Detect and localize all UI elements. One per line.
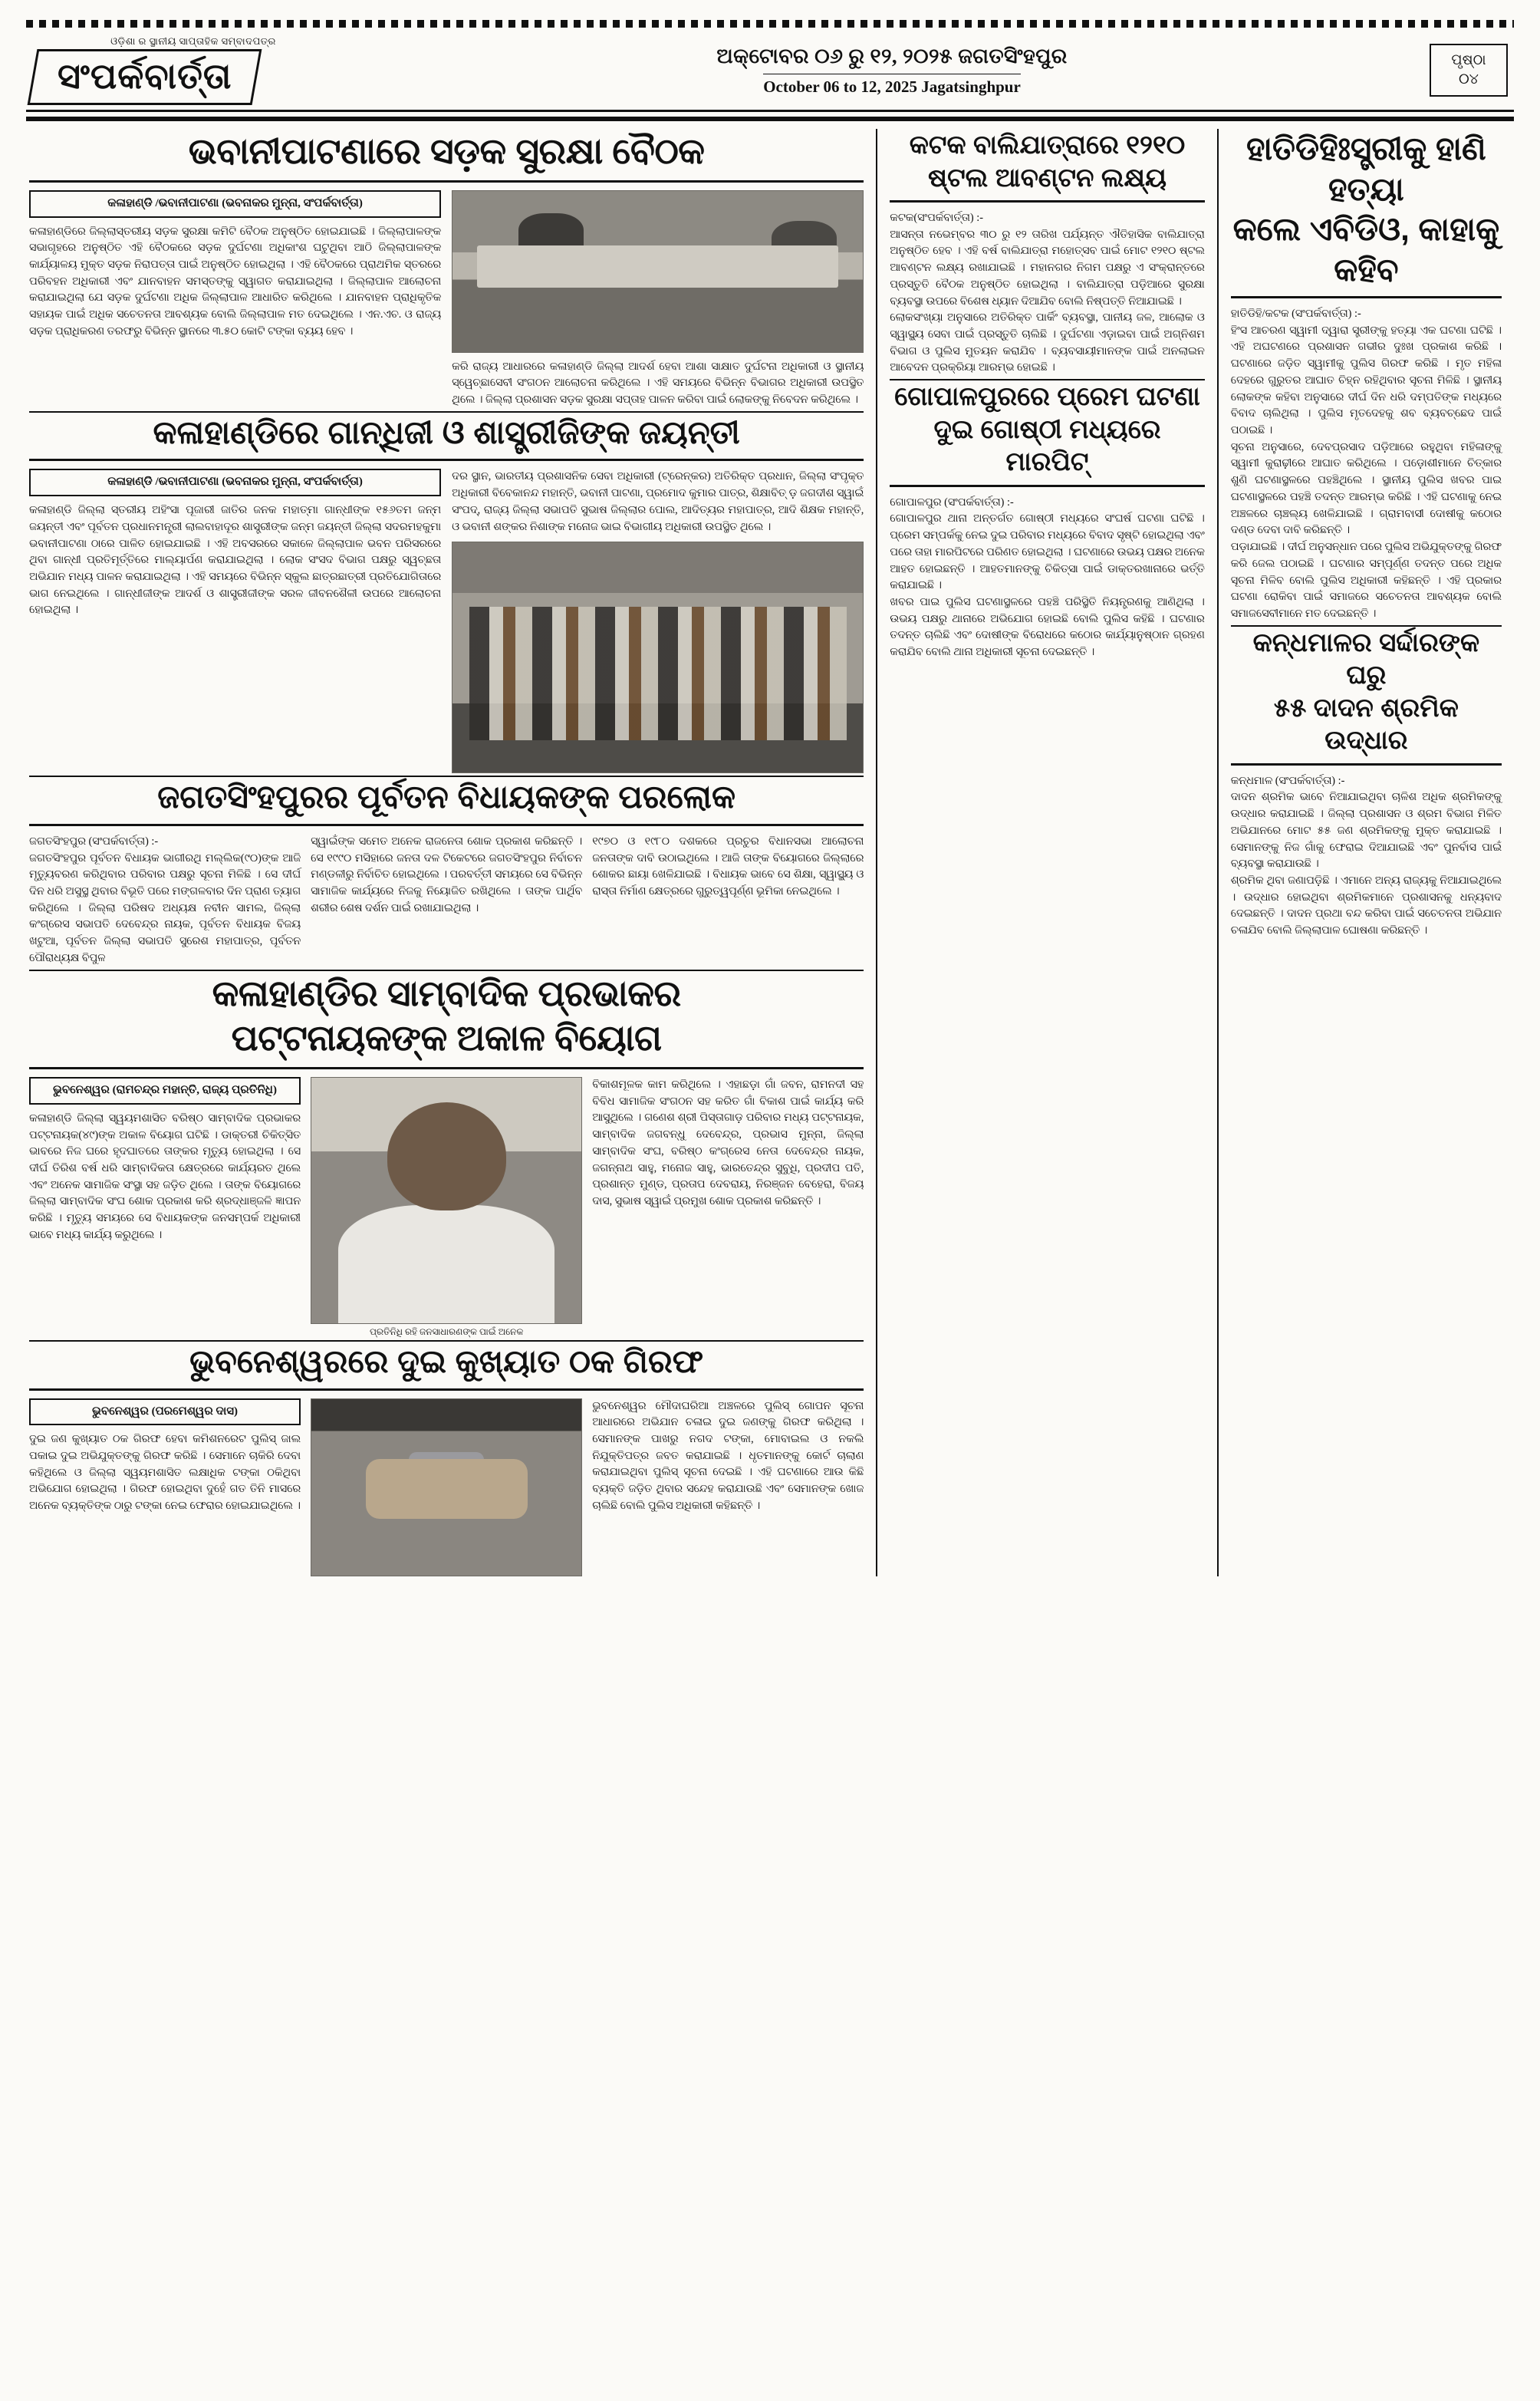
body-text-col2: ସୂଚନା ଅନୁସାରେ, ଦେବପ୍ରସାଦ ପଡ଼ିଆରେ ରହୁଥିବା ମହିଳାଙ୍କୁ ସ୍ୱାମୀ କୁରାଢ଼ୀରେ ଆଘାତ କରିଥିଲେ । ପଡ଼ୋଶୀମାନେ ଚିତ୍କାର ଶୁଣି ଘଟଣାସ୍ଥଳରେ ପହଞ୍ଚିଥିଲେ । ସ୍ଥାନୀୟ ପୁଲିସ ଖବର ପାଇ ଘଟଣାସ୍ଥଳରେ ପହଞ୍ଚି ତଦନ୍ତ ଆରମ୍ଭ କରିଛି । ଏହି ଘଟଣାକୁ ନେଇ ଅଞ୍ଚଳରେ ଚାଞ୍ଚଲ୍ୟ ଖେଳିଯାଇଛି । ଗ୍ରାମବାସୀ ଦୋଷୀକୁ କଠୋର ଦଣ୍ଡ ଦେବା ଦାବି କରିଛନ୍ତି । — [1230, 440, 1502, 537]
column-left — [26, 129, 877, 1576]
article-road-safety-meeting — [29, 129, 864, 409]
body-text-col1: ଗୋପାଳପୁର ଥାନା ଅନ୍ତର୍ଗତ ଗୋଷ୍ଠୀ ମଧ୍ୟରେ ସଂଘର୍ଷ ଘଟଣା ଘଟିଛି । ପ୍ରେମ ସମ୍ପର୍କକୁ ନେଇ ଦୁଇ ପରିବାର ମଧ୍ୟରେ ବିବାଦ ସୃଷ୍ଟି ହୋଇଥିଲା ଏବଂ ପରେ ତାହା ମାରପିଟରେ ପରିଣତ ହୋଇଥିଲା । ଘଟଣାରେ ଉଭୟ ପକ୍ଷର ଅନେକ ଆହତ ହୋଇଛନ୍ତି । ଆହତମାନଙ୍କୁ ଚିକିତ୍ସା ପାଇଁ ଡାକ୍ତରଖାନାରେ ଭର୍ତ୍ତି କରାଯାଇଛି । — [890, 512, 1205, 592]
date-english: October 06 to 12, 2025 Jagatsinghpur — [763, 74, 1021, 97]
body-text-col2: ଭୁବନେଶ୍ୱର ମୌଦାଘରିଆ ଅଞ୍ଚଳରେ ପୁଲିସ୍ ଗୋପନ ସୂଚନା ଆଧାରରେ ଅଭିଯାନ ଚଳାଇ ଦୁଇ ଜଣଙ୍କୁ ଗିରଫ କରିଥିଲା । ସେମାନଙ୍କ ପାଖରୁ ନଗଦ ଟଙ୍କା, ମୋବାଇଲ ଓ ନକଲି ନିଯୁକ୍ତିପତ୍ର ଜବତ କରାଯାଇଛି । ଧୃତମାନଙ୍କୁ କୋର୍ଟ ଚାଲାଣ କରାଯାଇଥିବା ପୁଲିସ୍ ସୂଚନା ଦେଇଛି । ଏହି ଘଟଣାରେ ଆଉ କିଛି ବ୍ୟକ୍ତି ଜଡ଼ିତ ଥିବାର ସନ୍ଦେହ କରାଯାଉଛି ଏବଂ ସେମାନଙ୍କ ଖୋଜ ଚାଲିଛି ବୋଲି ପୁଲିସ ଅଧିକାରୀ କହିଛନ୍ତି । — [592, 1399, 864, 1512]
headline-rule — [29, 824, 864, 826]
headline-line1: ଗୋପାଳପୁରରେ ପ୍ରେମ ଘଟଣା — [894, 382, 1200, 412]
headline-rule — [29, 1067, 864, 1069]
headline-rule — [1231, 763, 1502, 766]
top-ornament-rule — [26, 20, 1514, 28]
masthead-logo — [32, 35, 354, 105]
headline-line2: ପଟ୍ଟନାୟକଙ୍କ ଅକାଳ ବିୟୋଗ — [231, 1017, 662, 1059]
body-text-col1: ଜଗତସିଂହପୁର ପୂର୍ବତନ ବିଧାୟକ ଭାଗୀରଥି ମଲ୍ଲିକ(୯୦)ଙ୍କ ଆଜି ମୃତ୍ୟୁବରଣ କରିଥିବାର ପରିବାର ପକ୍ଷରୁ ସୂଚନା ମିଳିଛି । ସେ ଦୀର୍ଘ ଦିନ ଧରି ଅସୁସ୍ଥ ଥିବାର ବିଭୂତି ପରେ ମଙ୍ଗଳବାର ଦିନ ପ୍ରାଣ ତ୍ୟାଗ କରିଥିଲେ । ଜିଲ୍ଲା ପରିଷଦ ଅଧ୍ୟକ୍ଷ ନବୀନ ସାମଲ, ଜିଲ୍ଲା କଂଗ୍ରେସ ସଭାପତି ଦେବେନ୍ଦ୍ର ନାୟକ, ପୂର୍ବତନ ବିଧାୟକ ବିଜୟ ଖଟୁଆ, ପୂର୍ବତନ ଜିଲ୍ଲା ସଭାପତି ସୁରେଶ ମହାପାତ୍ର, ପୂର୍ବତନ ପୌରାଧ୍ୟକ୍ଷ ବିପୁଳ — [29, 851, 301, 964]
body-text-col3: ପଡ଼ାଯାଇଛି । ଦୀର୍ଘ ଅନୁସନ୍ଧାନ ପରେ ପୁଲିସ ଅଭିଯୁକ୍ତଙ୍କୁ ଗିରଫ କରି ଜେଲ ପଠାଇଛି । ଘଟଣାର ସମ୍ପୂର୍ଣ୍ଣ ତଦନ୍ତ ପରେ ଅଧିକ ସୂଚନା ମିଳିବ ବୋଲି ପୁଲିସ ଅଧିକାରୀ କହିଛନ୍ତି । ଏହି ପ୍ରକାର ଘଟଣା ରୋକିବା ପାଇଁ ସମାଜରେ ସଚେତନତା ଆବଶ୍ୟକ ବୋଲି ସମାଜସେବୀମାନେ ମତ ଦେଇଛନ୍ତି । — [1230, 541, 1502, 620]
body-text-col1: ଦାଦନ ଶ୍ରମିକ ଭାବେ ନିଆଯାଇଥିବା ଚାଳିଶ ଅଧିକ ଶ୍ରମିକଙ୍କୁ ଉଦ୍ଧାର କରାଯାଇଛି । ଜିଲ୍ଲା ପ୍ରଶାସନ ଓ ଶ୍ରମ ବିଭାଗ ମିଳିତ ଅଭିଯାନରେ ମୋଟ ୫୫ ଜଣ ଶ୍ରମିକଙ୍କୁ ମୁକ୍ତ କରାଯାଇଛି । ସେମାନଙ୍କୁ ନିଜ ଗାଁକୁ ଫେରାଇ ଦିଆଯାଇଛି ଏବଂ ପୁନର୍ବାସ ପାଇଁ ବ୍ୟବସ୍ଥା କରାଯାଉଛି । — [1230, 791, 1502, 871]
dateline: ଭୁବନେଶ୍ୱର (ପରମେଶ୍ୱର ଦାସ) — [29, 1398, 301, 1426]
masthead — [26, 28, 1514, 112]
headline-rule — [29, 180, 864, 183]
article-photo — [452, 190, 864, 353]
column-middle — [877, 129, 1219, 1576]
dateline: କନ୍ଧମାଳ (ସଂପର୍କବାର୍ତ୍ତା) :- — [1230, 774, 1345, 787]
dateline: କଳାହାଣ୍ଡି /ଭବାନୀପାଟଣା (ଭବନାକର ମୁନ୍ନା, ସଂପର୍କବାର୍ତ୍ତା) — [29, 469, 441, 496]
body-text-col1: କଳାହାଣ୍ଡି ଜିଲ୍ଲା ସ୍ୱୟମଶାସିତ ବରିଷ୍ଠ ସାମ୍ବାଦିକ ପ୍ରଭାକର ପଟ୍ଟନାୟକ(୪୯)ଙ୍କ ଅକାଳ ବିୟୋଗ ଘଟିଛି । ଡାକ୍ତରୀ ଚିକିତ୍ସିତ ଭାବରେ ନିଜ ଘରେ ହୃଦଘାତରେ ତାଙ୍କର ମୃତ୍ୟୁ ହୋଇଥିଲା । ସେ ଦୀର୍ଘ ତିରିଶ ବର୍ଷ ଧରି ସାମ୍ବାଦିକତା କ୍ଷେତ୍ରରେ କାର୍ଯ୍ୟରତ ଥିଲେ ଏବଂ ଅନେକ ସାମାଜିକ ସଂସ୍ଥା ସହ ଜଡ଼ିତ ଥିଲେ । ତାଙ୍କ ବିୟୋଗରେ ଜିଲ୍ଲା ସାମ୍ବାଦିକ ସଂଘ ଶୋକ ପ୍ରକାଶ କରି ଶ୍ରଦ୍ଧାଞ୍ଜଳି ଜ୍ଞାପନ କରିଛି । ମୃତ୍ୟୁ ସମୟରେ ସେ ବିଧାୟକଙ୍କ ଜନସମ୍ପର୍କ ଅଧିକାରୀ ଭାବେ ମଧ୍ୟ କାର୍ଯ୍ୟ କରୁଥିଲେ । — [29, 1112, 301, 1241]
body-text-col1: କଳାହାଣ୍ଡି ଜିଲ୍ଲା ସ୍ତରୀୟ ଅହିଂସା ପୂଜାରୀ ଜାତିର ଜନକ ମହାତ୍ମା ଗାନ୍ଧୀଙ୍କ ୧୫୬ତମ ଜନ୍ମ ଜୟନ୍ତୀ ଏବଂ ପୂର୍ବତନ ପ୍ରଧାନମନ୍ତ୍ରୀ ଲାଲବାହାଦୂର ଶାସ୍ତ୍ରୀଙ୍କ ଜନ୍ମ ଜୟନ୍ତୀ ଜିଲ୍ଲା ସଦରମହକୁମା ଭବାନୀପାଟଣା ଠାରେ ପାଳିତ ହୋଇଯାଇଛି । ଏହି ଅବସରରେ ସକାଳେ ଜିଲ୍ଲାପାଳ ଭବନ ପରିସରରେ ଥିବା ଗାନ୍ଧୀ ପ୍ରତିମୂର୍ତ୍ତିରେ ମାଲ୍ୟାର୍ପଣ କରାଯାଇଥିଲା । ଲୋକ ସଂସଦ ବିଭାଗ ପକ୍ଷରୁ ସ୍ୱଚ୍ଛତା ଅଭିଯାନ ମଧ୍ୟ ପାଳନ କରାଯାଇଥିଲା । ଏହି ସମୟରେ ବିଭିନ୍ନ ସ୍କୁଲ ଛାତ୍ରଛାତ୍ରୀ ପ୍ରତିଯୋଗିତାରେ ଭାଗ ନେଇଥିଲେ । ଗାନ୍ଧୀଜୀଙ୍କ ଆଦର୍ଶ ଓ ଶାସ୍ତ୍ରୀଜୀଙ୍କ ସରଳ ଜୀବନଶୈଳୀ ଉପରେ ଆଲୋଚନା ହୋଇଥିଲା । — [29, 504, 442, 617]
headline: ଜଗତସିଂହପୁରର ପୂର୍ବତନ ବିଧାୟକଙ୍କ ପରଲୋକ — [157, 779, 735, 815]
body-text-col3: ୧୯୭୦ ଓ ୧୯୮୦ ଦଶକରେ ପ୍ରଚୁର ବିଧାନସଭା ଆଲୋଚନା ଜନତାଙ୍କ ଦାବି ଉଠାଇଥିଲେ । ଆଜି ତାଙ୍କ ବିୟୋଗରେ ଜିଲ୍ଲାରେ ଶୋକର ଛାୟା ଖେଳିଯାଇଛି । ବିଧାୟକ ଭାବେ ସେ ଶିକ୍ଷା, ସ୍ୱାସ୍ଥ୍ୟ ଓ ରାସ୍ତା ନିର୍ମାଣ କ୍ଷେତ୍ରରେ ଗୁରୁତ୍ୱପୂର୍ଣ୍ଣ ଭୂମିକା ନେଇଥିଲେ । — [592, 835, 864, 897]
body-text-col1: ଆସନ୍ତା ନଭେମ୍ବର ୩୦ ରୁ ୧୨ ତାରିଖ ପର୍ଯ୍ୟନ୍ତ ଐତିହାସିକ ବାଲିଯାତ୍ରା ଅନୁଷ୍ଠିତ ହେବ । ଏହି ବର୍ଷ ବାଲିଯାତ୍ରା ମହୋତ୍ସବ ପାଇଁ ମୋଟ ୧୨୧୦ ଷ୍ଟଲ ଆବଣ୍ଟନ ଲକ୍ଷ୍ୟ ରଖାଯାଇଛି । ମହାନଗର ନିଗମ ପକ୍ଷରୁ ଏ ସଂକ୍ରାନ୍ତରେ ପ୍ରସ୍ତୁତି ବୈଠକ ଅନୁଷ୍ଠିତ ହୋଇଥିଲା । ବାଲିଯାତ୍ରା ପଡ଼ିଆରେ ସୁରକ୍ଷା ବ୍ୟବସ୍ଥା ଉପରେ ବିଶେଷ ଧ୍ୟାନ ଦିଆଯିବ ବୋଲି ନିଷ୍ପତ୍ତି ନିଆଯାଇଛି । — [890, 228, 1205, 308]
dateline: କଳାହାଣ୍ଡି /ଭବାନୀପାଟଣା (ଭବନାକର ମୁନ୍ନା, ସଂପର୍କବାର୍ତ୍ତା) — [29, 190, 441, 218]
article-wife-murder — [1231, 129, 1502, 623]
headline-rule — [29, 1388, 864, 1391]
body-text-col1: ଦୁଇ ଜଣ କୁଖ୍ୟାତ ଠକ ଗିରଫ ହେବା କମିଶନରେଟ ପୁଲିସ୍ ଜାଲ ପକାଇ ଦୁଇ ଅଭିଯୁକ୍ତଙ୍କୁ ଗିରଫ କରିଛି । ସେମାନେ ଚାକିରି ଦେବା କହିଥିଲେ ଓ ଜିଲ୍ଲା ସ୍ୱୟମଶାସିତ ଲକ୍ଷାଧିକ ଟଙ୍କା ଠକିଥିବା ଅଭିଯୋଗ ହୋଇଥିଲା । ଗିରଫ ହୋଇଥିବା ଦୁହେଁ ଗତ ତିନି ମାସରେ ଅନେକ ବ୍ୟକ୍ତିଙ୍କ ଠାରୁ ଟଙ୍କା ନେଇ ଫେରାର ହୋଇଯାଇଥିଲେ । — [29, 1433, 301, 1513]
masthead-dateline — [354, 44, 1430, 97]
article-photo — [311, 1077, 582, 1324]
headline-rule — [1231, 296, 1502, 298]
page-number: ୦୪ — [1459, 71, 1479, 87]
body-text-col1: କଳାହାଣ୍ଡିରେ ଜିଲ୍ଲାସ୍ତରୀୟ ସଡ଼କ ସୁରକ୍ଷା କମିଟି ବୈଠକ ଅନୁଷ୍ଠିତ ହୋଇଯାଇଛି । ଜିଲ୍ଲାପାଳଙ୍କ ସଭାଗୃହରେ ଅନୁଷ୍ଠିତ ଏହି ବୈଠକରେ ସଡ଼କ ଦୁର୍ଘଟଣା ଅଧିକାଂଶ ଘଟୁଥିବା ଆଠି ଜିଲ୍ଲାପାଳଙ୍କ କାର୍ଯ୍ୟାଳୟ ମୁକ୍ତ ସଡ଼କ ନିରାପତ୍ତା ପାଇଁ ଅନୁଷ୍ଠିତ ହୋଇଥିଲା । ଏହି ବୈଠକରେ ପ୍ରାଥମିକ ସ୍ତରରେ ପରିବହନ ଅଧିକାରୀ ଏବଂ ଯାନବାହନ ସମସ୍ତଙ୍କୁ ସ୍ୱାଗତ କରାଯାଇଥିଲା । ଜିଲ୍ଲାପାଳ ଆଲୋଚନା କରାଯାଇଥିଲା ଯେ ସଡ଼କ ଦୁର୍ଘଟଣା ଅଧିକ ଜିଲ୍ଲାପାଳ ଆଧାରିତ କରିଥିଲେ । ଯାନବାହନ ପ୍ରାଧିକୃତିକ ସହାୟକ ପାଇଁ ଅଧିକ ସଚେତନତା ଆବଶ୍ୟକ ବୋଲି ଜିଲ୍ଲାପାଳ ମତ ଦେଇଥିଲେ । ଏନ.ଏଚ. ଓ ରାଜ୍ୟ ସଡ଼କ ପ୍ରାଧିକରଣ ତରଫରୁ ବିଭିନ୍ନ ସ୍ଥାନରେ ୩.୫୦ କୋଟି ଟଙ୍କା ବ୍ୟୟ ହେବ । — [29, 225, 442, 338]
dateline: କଟକ(ସଂପର୍କବାର୍ତ୍ତା) :- — [890, 212, 983, 224]
headline-rule — [29, 459, 864, 461]
headline-line1: କଳାହାଣ୍ଡିର ସାମ୍ବାଦିକ ପ୍ରଭାକର — [212, 972, 681, 1013]
headline-line1: ହାତିଡିହିଃସ୍ତ୍ରୀକୁ ହାଣି ହତ୍ୟା — [1245, 130, 1486, 207]
column-right — [1219, 129, 1514, 1576]
headline-line1: କନ୍ଧମାଳର ସର୍ଦ୍ଦାରଙ୍କ ଘରୁ — [1252, 627, 1480, 690]
masthead-bottom-rule — [26, 117, 1514, 121]
body-text-col1: ହିଂସ ଆଚରଣ ସ୍ୱାମୀ ଦ୍ୱାରା ସ୍ତ୍ରୀଙ୍କୁ ହତ୍ୟା ଏକ ଘଟଣା ଘଟିଛି । ଏହି ଅଘଟଣରେ ପ୍ରଶାସନ ଗଭୀର ଦୁଃଖ ପ୍ରକାଶ କରିଛି । ଘଟଣାରେ ଜଡ଼ିତ ସ୍ୱାମୀକୁ ପୁଲିସ ଗିରଫ କରିଛି । ମୃତ ମହିଳା ଦେହରେ ଗୁରୁତର ଆଘାତ ଚିହ୍ନ ରହିଥିବାର ସୂଚନା ମିଳିଛି । ସ୍ଥାନୀୟ ଲୋକଙ୍କ କହିବା ଅନୁସାରେ ଦୀର୍ଘ ଦିନ ଧରି ଦମ୍ପତିଙ୍କ ମଧ୍ୟରେ ବିବାଦ ଚାଲିଥିଲା । ପୁଲିସ ମୃତଦେହକୁ ଶବ ବ୍ୟବଚ୍ଛେଦ ପାଇଁ ପଠାଇଛି । — [1230, 324, 1502, 437]
headline-line2: ୫୫ ଦାଦନ ଶ୍ରମିକ ଉଦ୍ଧାର — [1273, 693, 1459, 756]
date-odia: ଅକ୍ଟୋବର ୦୬ ରୁ ୧୨, ୨୦୨୫ ଜଗତସିଂହପୁର — [716, 44, 1068, 68]
body-text-col2: ଲୋକସଂଖ୍ୟା ଅନୁସାରେ ଅତିରିକ୍ତ ପାର୍କିଂ ବ୍ୟବସ୍ଥା, ପାନୀୟ ଜଳ, ଆଲୋକ ଓ ସ୍ୱାସ୍ଥ୍ୟ ସେବା ପାଇଁ ପ୍ରସ୍ତୁତି ଚାଲିଛି । ଦୁର୍ଘଟଣା ଏଡ଼ାଇବା ପାଇଁ ଅଗ୍ନିଶମ ବିଭାଗ ଓ ପୁଲିସ ମୁତୟନ କରାଯିବ । ବ୍ୟବସାୟୀମାନଙ୍କ ପାଇଁ ଅନଲାଇନ ଆବେଦନ ପ୍ରକ୍ରିୟା ଆରମ୍ଭ ହୋଇଛି । — [890, 311, 1205, 374]
headline: ଭୁବନେଶ୍ୱରରେ ଦୁଇ କୁଖ୍ୟାତ ଠକ ଗିରଫ — [189, 1343, 704, 1380]
article-gandhi-shastri-jayanti — [29, 413, 864, 773]
headline: ଭବାନୀପାଟଣାରେ ସଡ଼କ ସୁରକ୍ଷା ବୈଠକ — [188, 130, 705, 171]
body-text-col2: ବିକାଶମୂଳକ କାମ କରିଥିଲେ । ଏହାଛଡ଼ା ଗାଁ ଜବନ, ରାମନଦୀ ସହ ବିବିଧ ସାମାଜିକ ସଂଗଠନ ସହ କରିତ ଗାଁ ବିକାଶ ପାଇଁ କାର୍ଯ୍ୟ କରି ଆସୁଥିଲେ । ଗଣେଶ ଶ୍ରୀ ପିସ୍ତାଗାଡ଼ ପରିବାର ମଧ୍ୟ ପଟ୍ଟନାୟକ, ସାମ୍ବାଦିକ ଜଗବନ୍ଧୁ ଦେବେନ୍ଦ୍ର, ପ୍ରଭାସ ମୁନ୍ନା, ଜିଲ୍ଲା ସାମ୍ବାଦିକ ସଂଘ, ବରିଷ୍ଠ କଂଗ୍ରେସ ନେତା ଦେବେନ୍ଦ୍ର ନାୟକ, ଜଗନ୍ନାଥ ସାହୁ, ମନୋଜ ସାହୁ, ଭାରତେନ୍ଦ୍ର ସୁବୁଧି, ପ୍ରଦୀପ ପତି, ପ୍ରଶାନ୍ତ ମୁଣ୍ଡ, ପ୍ରତାପ ଦେବରାୟ, ନିରଞ୍ଜନ ବେହେରା, ବିଜୟ ଦାସ, ସୁଭାଷ ସ୍ୱାଇଁ ପ୍ରମୁଖ ଶୋକ ପ୍ରକାଶ କରିଛନ୍ତି । — [592, 1079, 864, 1208]
page-columns — [26, 129, 1514, 1576]
body-text-col2: କରି ରାଜ୍ୟ ଆଧାରରେ କଳାହାଣ୍ଡି ଜିଲ୍ଲା ଆଦର୍ଶ ହେବା ଆଶା ସାକ୍ଷାତ ଦୁର୍ଘଟନା ଅଧିକାରୀ ଓ ସ୍ଥାନୀୟ ସ୍ୱେଚ୍ଛାସେବୀ ସଂଗଠନ ଆଲୋଚନା କରିଥିଲେ । ଏହି ସମୟରେ ବିଭିନ୍ନ ବିଭାଗର ଅଧିକାରୀ ଉପସ୍ଥିତ ଥିଲେ । ଜିଲ୍ଲା ପ୍ରଶାସନ ସଡ଼କ ସୁରକ୍ଷା ସପ୍ତାହ ପାଳନ କରିବା ପାଇଁ ଲୋକଙ୍କୁ ନିବେଦନ କରିଥିଲେ । — [452, 360, 864, 407]
headline-rule — [890, 200, 1205, 203]
page-label: ପୃଷ୍ଠା — [1451, 51, 1486, 68]
logo-box — [28, 49, 262, 105]
dateline: ଭୁବନେଶ୍ୱର (ରାମଚନ୍ଦ୍ର ମହାନ୍ତି, ରାଜ୍ୟ ପ୍ରତିନିଧି) — [29, 1077, 301, 1105]
body-text-col2: ଖବର ପାଇ ପୁଲିସ ଘଟଣାସ୍ଥଳରେ ପହଞ୍ଚି ପରିସ୍ଥିତି ନିୟନ୍ତ୍ରଣକୁ ଆଣିଥିଲା । ଉଭୟ ପକ୍ଷରୁ ଥାନାରେ ଅଭିଯୋଗ ହୋଇଛି ବୋଲି ପୁଲିସ କହିଛି । ଘଟଣାର ତଦନ୍ତ ଚାଲିଛି ଏବଂ ଦୋଷୀଙ୍କ ବିରୋଧରେ କଠୋର କାର୍ଯ୍ୟାନୁଷ୍ଠାନ ଗ୍ରହଣ କରାଯିବ ବୋଲି ଥାନା ଅଧିକାରୀ ସୂଚନା ଦେଇଛନ୍ତି । — [890, 596, 1205, 659]
body-text-col2: ଦର ସ୍ଥାନ, ଭାରତୀୟ ପ୍ରଶାସନିକ ସେବା ଅଧିକାରୀ (ଟ୍ରେନ୍‌କର) ଅତିରିକ୍ତ ପ୍ରଧାନ, ଜିଲ୍ଲା ସଂପୃକ୍ତ ଅଧିକାରୀ ବିବେକାନନ୍ଦ ମହାନ୍ତି, ଭବାନୀ ପାଟଣା, ପ୍ରମୋଦ କୁମାର ପାତ୍ର, ଶିକ୍ଷାବିତ୍ ଡ଼ ଜଗଦୀଶ ସ୍ୱାଇଁ ସଂପଦ୍, ରାଜ୍ୟ ଜିଲ୍ଲା ସଭାପତି ସୁଭାଷ ଜିଲ୍ଲାର ପୋଲ, ଆଦିତ୍ୟର ମହାପାତ୍ର, ଆଦି ଶିକ୍ଷକ ମହାନ୍ତି, ଓ ଭବାନୀ ଶଙ୍କର ନିଶାଙ୍କ ମନୋଜ ଭାଇ ବିଭାଗୀୟ ଅଧିକାରୀ ଉପସ୍ଥିତ ଥିଲେ । — [452, 470, 864, 533]
dateline: ଗୋପାଳପୁର (ସଂପର୍କବାର୍ତ୍ତା) :- — [890, 496, 1014, 509]
logo-title: ସଂପର୍କବାର୍ତ୍ତା — [58, 57, 232, 96]
headline-rule — [890, 485, 1205, 487]
headline-line1: କଟକ ବାଲିଯାତ୍ରାରେ ୧୨୧୦ — [909, 130, 1186, 160]
headline-line2: କଲେ ଏବିଡିଓ, କାହାକୁ କହିବ — [1232, 211, 1500, 288]
body-text-col2: ସ୍ୱାଇଁଙ୍କ ସମେତ ଅନେକ ରାଜନେତା ଶୋକ ପ୍ରକାଶ କରିଛନ୍ତି । ସେ ୧୯୯୦ ମସିହାରେ ଜନତା ଦଳ ଟିକେଟରେ ଜଗତସିଂହପୁର ନିର୍ବାଚନ ମଣ୍ଡଳୀରୁ ନିର୍ବାଚିତ ହୋଇଥିଲେ । ପରବର୍ତ୍ତୀ ସମୟରେ ସେ ବିଭିନ୍ନ ସାମାଜିକ କାର୍ଯ୍ୟରେ ନିଜକୁ ନିୟୋଜିତ ରଖିଥିଲେ । ତାଙ୍କ ପାର୍ଥିବ ଶରୀର ଶେଷ ଦର୍ଶନ ପାଇଁ ରଖାଯାଇଥିଲା । — [311, 835, 583, 914]
article-photo — [311, 1398, 582, 1576]
dateline: ହାତିଡିହି/କଟକ (ସଂପର୍କବାର୍ତ୍ତା) :- — [1230, 308, 1361, 320]
dateline: ଜଗତସିଂହପୁର (ସଂପର୍କବାର୍ତ୍ତା) :- — [29, 835, 159, 848]
headline-line2: ଷ୍ଟଲ ଆବଣ୍ଟନ ଲକ୍ଷ୍ୟ — [928, 163, 1167, 193]
article-former-mla-death — [29, 777, 864, 967]
body-text-col2: ଶ୍ରମିକ ଥିବା ଜଣାପଡ଼ିଛି । ଏମାନେ ଅନ୍ୟ ରାଜ୍ୟକୁ ନିଆଯାଇଥିଲେ । ଉଦ୍ଧାର ହୋଇଥିବା ଶ୍ରମିକମାନେ ପ୍ରଶାସନକୁ ଧନ୍ୟବାଦ ଦେଇଛନ୍ତି । ଦାଦନ ପ୍ରଥା ବନ୍ଦ କରିବା ପାଇଁ ସଚେତନତା ଅଭିଯାନ ଚଳାଯିବ ବୋଲି ଜିଲ୍ଲାପାଳ ଘୋଷଣା କରିଛନ୍ତି । — [1230, 874, 1502, 937]
headline: କଳାହାଣ୍ଡିରେ ଗାନ୍ଧିଜୀ ଓ ଶାସ୍ତ୍ରୀଜିଙ୍କ ଜୟନ୍ତୀ — [153, 413, 740, 450]
logo-subtitle: ଓଡ଼ିଶା ର ସ୍ଥାନୀୟ ସାପ୍ତାହିକ ସମ୍ବାଦପତ୍ର — [110, 35, 276, 47]
photo-caption: ପ୍ରତିନିଧି ରହି ଜନସାଧାରଣଙ୍କ ପାଇଁ ଅନେକ — [369, 1326, 524, 1338]
article-two-fraudsters-arrested — [29, 1342, 864, 1576]
article-cuttack-baliyatra — [890, 129, 1205, 377]
headline-line2: ଦୁଇ ଗୋଷ୍ଠୀ ମଧ୍ୟରେ ମାରପିଟ୍ — [933, 414, 1161, 477]
article-photo — [452, 542, 864, 773]
article-bonded-labour-rescue — [1231, 627, 1502, 940]
page-number-box — [1430, 44, 1508, 97]
article-gopalpur-clash — [890, 380, 1205, 661]
article-journalist-obituary — [29, 971, 864, 1339]
